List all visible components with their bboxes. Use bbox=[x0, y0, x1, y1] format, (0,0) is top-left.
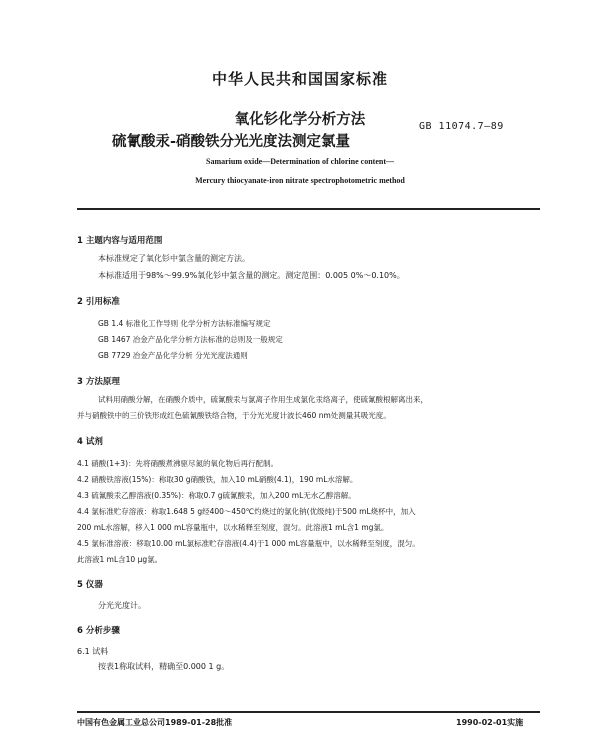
section-6-title: 6 分析步骤 bbox=[77, 626, 120, 636]
section-1-paragraph-1: 本标准规定了氧化钐中氯含量的测定方法。 bbox=[98, 254, 250, 263]
reagent-4-5-line-1: 4.5 氯标准溶液：移取10.00 mL氯标准贮存溶液(4.4)于1 000 mL容量瓶中，以水稀释至刻度，混匀。 bbox=[77, 539, 420, 548]
implementation-date: 1990-02-01实施 bbox=[456, 718, 524, 727]
subsection-6-1-text: 按表1称取试料，精确至0.000 1 g。 bbox=[98, 662, 230, 671]
section-1-title: 1 主题内容与适用范围 bbox=[77, 236, 163, 246]
document-title-line2: 硫氰酸汞-硝酸铁分光光度法测定氯量 bbox=[112, 134, 351, 150]
reference-item: GB 7729 冶金产品化学分析 分光光度法通则 bbox=[98, 351, 248, 360]
reagent-4-1: 4.1 硝酸(1+3)：先将硝酸煮沸驱尽氮的氧化物后再行配制。 bbox=[77, 459, 278, 468]
reference-item: GB 1.4 标准化工作导则 化学分析方法标准编写规定 bbox=[98, 319, 271, 328]
reagent-4-5-line-2: 此溶液1 mL含10 μg氯。 bbox=[77, 555, 163, 564]
reagent-4-4-line-2: 200 mL水溶解，移入1 000 mL容量瓶中，以水稀释至刻度，混匀。此溶液1 mL含1 mg氯。 bbox=[77, 523, 389, 532]
section-5-title: 5 仪器 bbox=[77, 580, 103, 590]
reagent-4-3: 4.3 硫氰酸汞乙醇溶液(0.35%)：称取0.7 g硫氰酸汞，加入200 mL无水乙醇溶解。 bbox=[77, 491, 356, 500]
national-standard-heading: 中华人民共和国国家标准 bbox=[211, 70, 388, 88]
english-title-line2: Mercury thiocyanate-iron nitrate spectrophotometric method bbox=[195, 176, 405, 185]
header-divider bbox=[77, 208, 540, 210]
principle-line-2: 并与硝酸铁中的三价铁形成红色硫氰酸铁络合物，于分光光度计波长460 nm处测量其吸光度。 bbox=[77, 411, 391, 420]
reference-item: GB 1467 冶金产品化学分析方法标准的总则及一般规定 bbox=[98, 335, 283, 344]
principle-line-1: 试料用硝酸分解，在硝酸介质中，硫氰酸汞与氯离子作用生成氯化汞络离子，使硫氰酸根解离出来， bbox=[98, 395, 428, 404]
footer-divider bbox=[77, 711, 540, 713]
section-1-paragraph-2: 本标准适用于98%～99.9%氧化钐中氯含量的测定。测定范围：0.005 0%～0.10%。 bbox=[98, 271, 405, 280]
reagent-4-4-line-1: 4.4 氯标准贮存溶液：称取1.648 5 g经400～450℃灼烧过的氯化钠(优级纯)于500 mL烧杯中，加入 bbox=[77, 507, 416, 516]
reagent-4-2: 4.2 硝酸铁溶液(15%)：称取30 g硝酸铁，加入10 mL硝酸(4.1)，190 mL水溶解。 bbox=[77, 475, 358, 484]
standard-code: GB 11074.7—89 bbox=[419, 121, 504, 132]
approval-note: 中国有色金属工业总公司1989-01-28批准 bbox=[77, 718, 233, 727]
document-title-line1: 氧化钐化学分析方法 bbox=[234, 112, 366, 128]
subsection-6-1-title: 6.1 试料 bbox=[77, 647, 109, 656]
section-2-title: 2 引用标准 bbox=[77, 297, 120, 307]
english-title-line1: Samarium oxide—Determination of chlorine content— bbox=[206, 157, 394, 166]
section-4-title: 4 试剂 bbox=[77, 437, 103, 447]
instrument-text: 分光光度计。 bbox=[98, 601, 146, 610]
section-3-title: 3 方法原理 bbox=[77, 377, 120, 387]
